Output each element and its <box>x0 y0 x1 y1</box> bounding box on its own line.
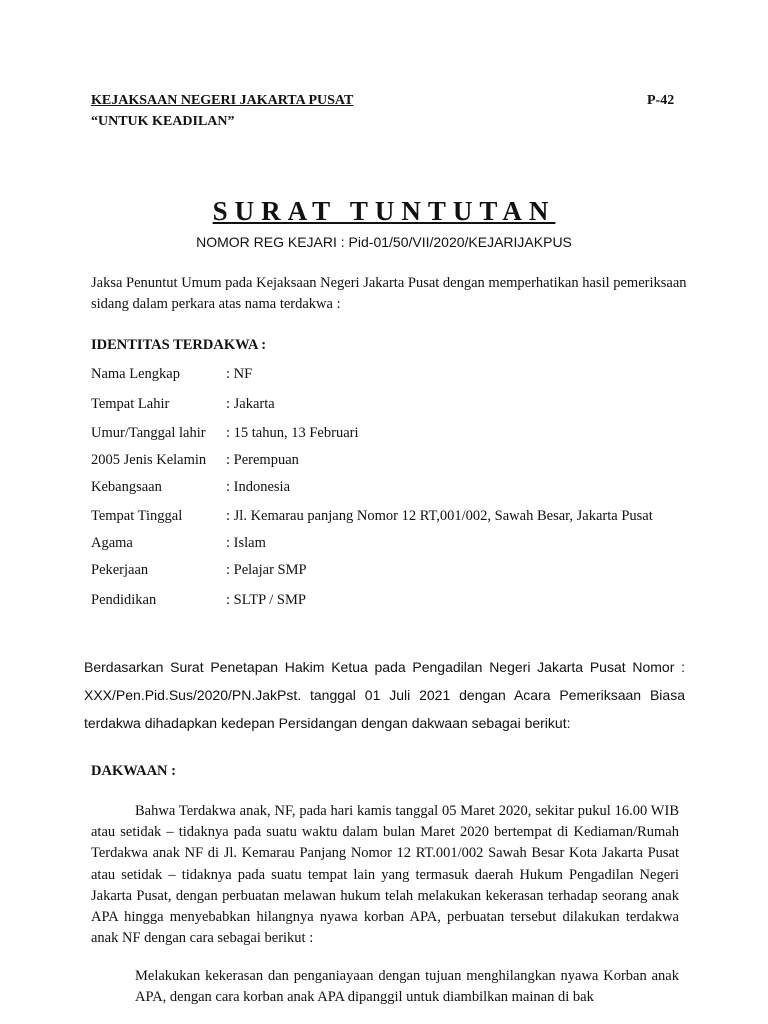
identity-label: Pendidikan <box>91 592 157 608</box>
identity-value: : Jakarta <box>226 396 275 412</box>
office-name: KEJAKSAAN NEGERI JAKARTA PUSAT <box>91 93 354 108</box>
identity-value: : Jl. Kemarau panjang Nomor 12 RT,001/002, Sawah Besar, Jakarta Pusat <box>226 508 653 524</box>
identity-label: 2005 Jenis Kelamin <box>91 452 207 468</box>
identity-value: : Perempuan <box>226 452 299 468</box>
identity-value: : NF <box>226 366 253 382</box>
identity-label: Tempat Tinggal <box>91 508 183 524</box>
identity-label: Nama Lengkap <box>91 366 180 382</box>
identity-label: Agama <box>91 535 133 551</box>
dakwaan-heading: DAKWAAN : <box>91 763 176 779</box>
identity-value: : Indonesia <box>226 479 291 495</box>
identity-label: Kebangsaan <box>91 479 162 495</box>
form-code: P-42 <box>647 93 675 108</box>
identity-value: : Islam <box>226 535 266 551</box>
document-title: SURAT TUNTUTAN <box>212 196 556 226</box>
identity-value: : 15 tahun, 13 Februari <box>226 425 359 441</box>
dakwaan-paragraph: Bahwa Terdakwa anak, NF, pada hari kamis tanggal 05 Maret 2020, sekitar pukul 16.00 WIB atau setidak – tidaknya pada suatu waktu dalam bulan Maret 2020 bertempat di Kediaman/Rumah Terdakwa anak NF di Jl. Kemarau Panjang Nomor 12 RT.001/002 Sawah Besar Kota Jakarta Pusat atau setidak – tidaknya pada suatu tempat lain yang termasuk daerah Hukum Pengadilan Negeri Jakarta Pusat, dengan perbuatan melawan hukum telah melakukan kekerasan terhadap seorang anak APA hingga menyebabkan hilangnya nyawa korban APA, perbuatan tersebut dilakukan terdakwa anak NF dengan cara sebagai berikut : <box>91 803 679 947</box>
identity-label: Umur/Tanggal lahir <box>91 425 206 441</box>
identity-label: Pekerjaan <box>91 562 149 578</box>
registration-number: NOMOR REG KEJARI : Pid-01/50/VII/2020/KEJARIJAKPUS <box>196 234 572 250</box>
identity-label: Tempat Lahir <box>91 396 170 412</box>
identity-value: : SLTP / SMP <box>226 592 306 608</box>
basis-paragraph: Berdasarkan Surat Penetapan Hakim Ketua pada Pengadilan Negeri Jakarta Pusat Nomor : XXX/Pen.Pid.Sus/2020/PN.JakPst. tanggal 01 Juli 2021 dengan Acara Pemeriksaan Biasa terdakwa dihadapkan kedepan Persidangan dengan dakwaan sebagai berikut: <box>84 659 685 731</box>
identity-heading: IDENTITAS TERDAKWA : <box>91 337 267 353</box>
intro-paragraph: Jaksa Penuntut Umum pada Kejaksaan Negeri Jakarta Pusat dengan memperhatikan hasil pemeriksaan sidang dalam perkara atas nama terdakwa : <box>91 275 687 312</box>
dakwaan-detail-paragraph: Melakukan kekerasan dan penganiayaan dengan tujuan menghilangkan nyawa Korban anak APA, dengan cara korban anak APA dipanggil untuk diambilkan mainan di bak <box>135 968 679 1005</box>
motto: “UNTUK KEADILAN” <box>91 114 235 129</box>
identity-value: : Pelajar SMP <box>226 562 307 578</box>
